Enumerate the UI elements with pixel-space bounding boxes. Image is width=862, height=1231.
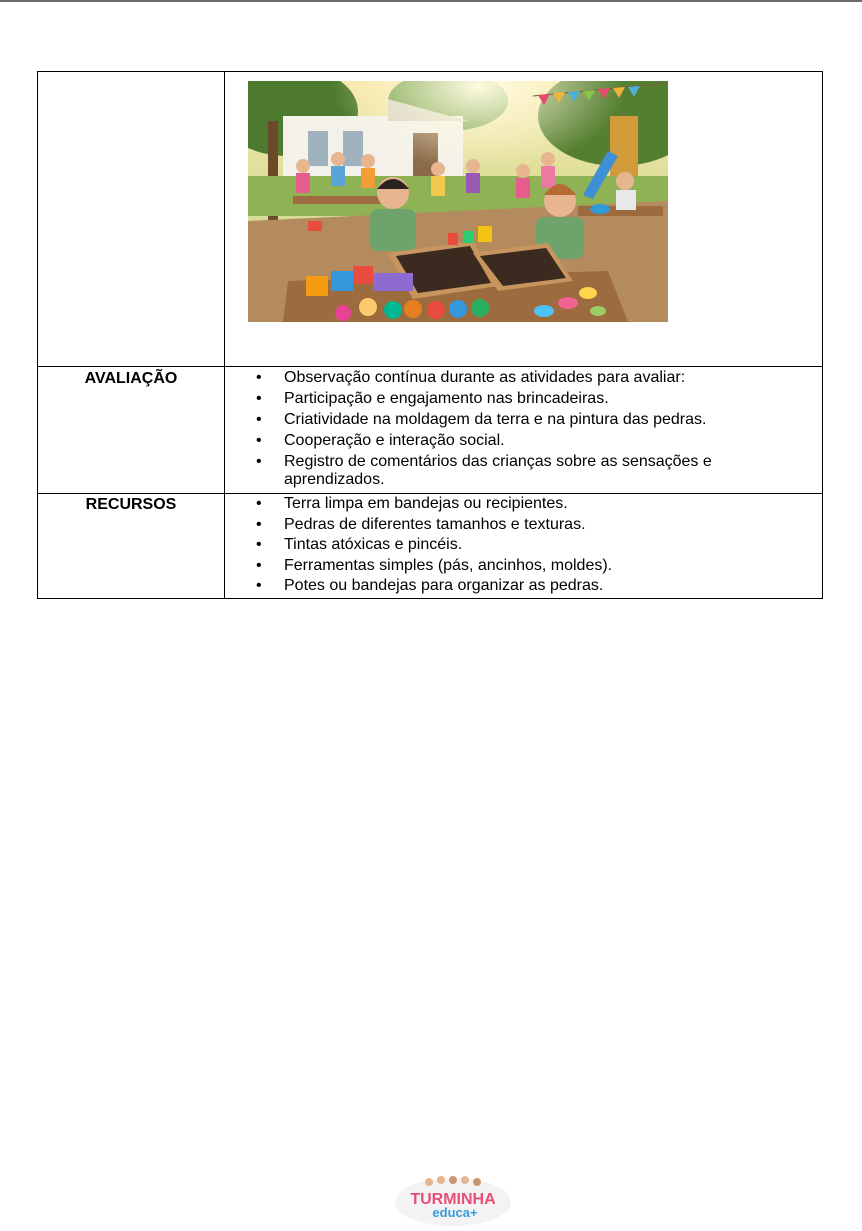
- list-item: • Observação contínua durante as atividades para avaliar:: [225, 369, 822, 387]
- list-item: • Cooperação e interação social.: [225, 432, 822, 450]
- list-item: • Ferramentas simples (pás, ancinhos, moldes).: [225, 557, 822, 576]
- page-top-border: [0, 0, 862, 2]
- list-item: • Tintas atóxicas e pincéis.: [225, 536, 822, 555]
- avaliacao-content-cell: [225, 367, 823, 494]
- logo-word-2: educa+: [432, 1205, 478, 1220]
- list-item: • Participação e engajamento nas brincadeiras.: [225, 390, 822, 408]
- list-item: • Potes ou bandejas para organizar as pedras.: [225, 577, 822, 596]
- list-item: • Pedras de diferentes tamanhos e texturas.: [225, 516, 822, 535]
- recursos-list: [225, 494, 822, 596]
- logo-mark: [393, 1172, 513, 1226]
- list-item: • Criatividade na moldagem da terra e na pintura das pedras.: [225, 411, 822, 429]
- list-item: • Terra limpa em bandejas ou recipientes.: [225, 495, 822, 514]
- row-label-cell: [38, 367, 225, 494]
- row-label-recursos: RECURSOS: [85, 496, 177, 513]
- turminha-educa-logo: [393, 1172, 513, 1226]
- table-row-recursos: [38, 494, 823, 599]
- table-row-avaliacao: [38, 367, 823, 494]
- row-label-cell: [38, 494, 225, 599]
- logo-word-1: TURMINHA: [410, 1191, 496, 1208]
- children-garden-activity-photo: [248, 81, 668, 322]
- list-item: • Registro de comentários das crianças sobre as sensações e aprendizados.: [225, 453, 822, 489]
- empty-label-cell: [38, 72, 225, 367]
- row-label-avaliacao: AVALIAÇÃO: [84, 370, 178, 387]
- avaliacao-list: [225, 367, 822, 489]
- recursos-content-cell: [225, 494, 823, 599]
